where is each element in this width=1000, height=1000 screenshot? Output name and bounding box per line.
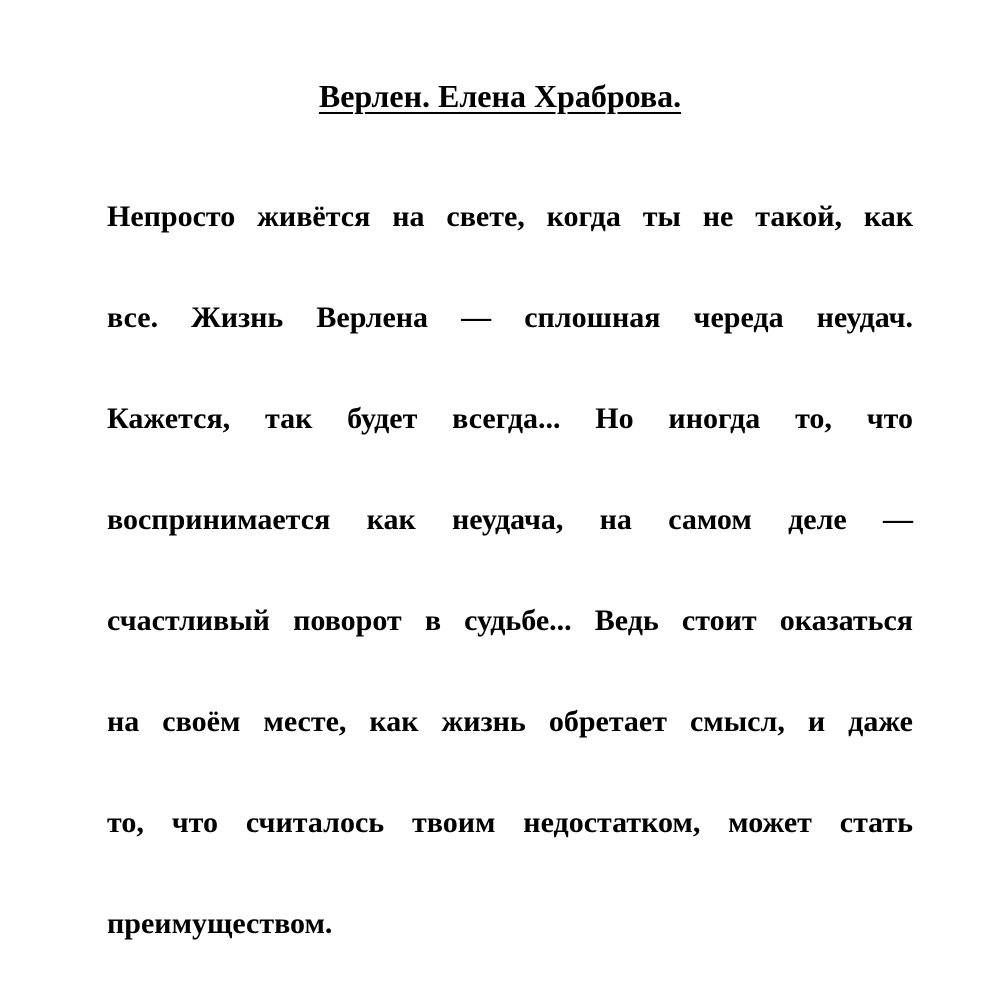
text-line: счастливый поворот в судьбе... Ведь стоит оказаться — [107, 604, 913, 637]
text-line: то, что считалось твоим недостатком, может стать — [107, 806, 913, 839]
text-line: Кажется, так будет всегда... Но иногда то, что — [107, 402, 913, 435]
body-paragraph — [107, 189, 913, 997]
text-line: Непросто живётся на свете, когда ты не такой, как — [107, 200, 913, 233]
text-line: на своём месте, как жизнь обретает смысл, и даже — [107, 705, 913, 738]
page-title: Верлен. Елена Храброва. — [318, 78, 682, 114]
text-line: все. Жизнь Верлена — сплошная череда неудач. — [107, 301, 913, 334]
text-line: воспринимается как неудача, на самом деле — — [107, 503, 913, 536]
text-line: преимуществом. — [107, 907, 333, 940]
